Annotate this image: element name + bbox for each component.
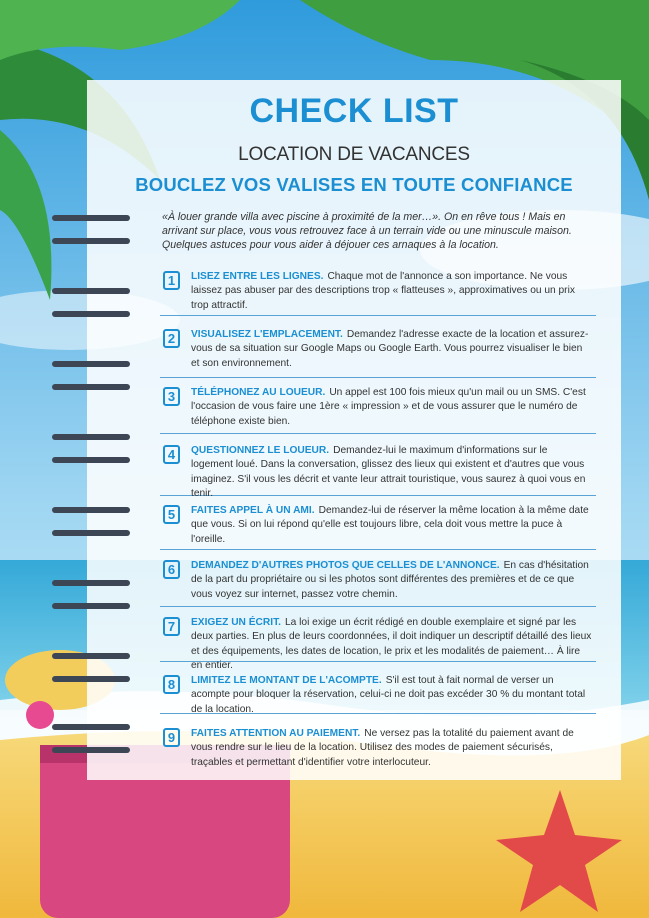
binder-ring [52,580,130,586]
item-heading: FAITES APPEL À UN AMI. [191,505,315,516]
page-subtitle: LOCATION DE VACANCES [238,144,470,165]
item-text [191,270,592,313]
item-heading: QUESTIONNEZ LE LOUEUR. [191,445,330,456]
item-heading: LISEZ ENTRE LES LIGNES. [191,271,324,282]
item-number: 6 [163,560,180,579]
item-number: 7 [163,617,180,636]
item-text [191,559,592,602]
page-tagline: BOUCLEZ VOS VALISES EN TOUTE CONFIANCE [135,174,573,195]
item-body: Demandez-lui de réserver la même location à la même date que vous. Si on lui répond qu'elle est toujours libre, cela doit vous mettre la puce à l'oreille. [191,505,589,545]
item-number: 9 [163,728,180,747]
item-number: 4 [163,445,180,464]
binder-ring [52,288,130,294]
item-text [191,674,592,717]
item-body: Demandez l'adresse exacte de la location et assurez-vous de sa situation sur Google Maps ou Google Earth. Vous pourrez visualiser le bien et son environnement. [191,329,589,369]
binder-ring [52,507,130,513]
item-heading: VISUALISEZ L'EMPLACEMENT. [191,329,343,340]
item-text [191,504,592,547]
checklist-item-7 [160,612,596,671]
item-heading: FAITES ATTENTION AU PAIEMENT. [191,728,361,739]
binder-ring [52,530,130,536]
item-body: Ne versez pas la totalité du paiement avant de vous rendre sur le lieu de la location. Utilisez des modes de paiement sécurisés, traçables et permettant d'identifier votre interlocuteur. [191,728,574,768]
item-body: En cas d'hésitation de la part du propriétaire ou si les photos sont différentes des premières et de ce que vous voyez sur internet, passez votre chemin. [191,560,589,600]
item-heading: LIMITEZ LE MONTANT DE L'ACOMPTE. [191,675,382,686]
binder-ring [52,434,130,440]
item-text [191,727,592,770]
binder-ring [52,603,130,609]
checklist-item-6 [160,555,596,607]
item-text [191,616,592,673]
binder-ring [52,747,130,753]
item-body: La loi exige un écrit rédigé en double exemplaire et signé par les deux parties. En plus de leurs coordonnées, il doit indiquer un descriptif détaillé des lieux et des équipements, les dates de location, le prix et les modalités de paiement… À lire en entier. [191,617,592,671]
item-body: Un appel est 100 fois mieux qu'un mail ou un SMS. C'est l'occasion de vous faire une 1ère « impression » et de vous assurer que le numéro de téléphone existe bien. [191,387,586,427]
item-text [191,386,592,429]
binder-ring [52,311,130,317]
checklist-item-3 [160,382,596,434]
item-text [191,444,592,501]
binder-ring [52,653,130,659]
item-number: 2 [163,329,180,348]
item-body: S'il est tout à fait normal de verser un acompte pour bloquer la réservation, celui-ci ne doit pas excéder 30 % du montant total de la location. [191,675,586,715]
checklist-item-1 [160,266,596,316]
item-heading: EXIGEZ UN ÉCRIT. [191,617,281,628]
checklist-item-4 [160,440,596,499]
page-title: CHECK LIST [249,92,459,130]
checklist-item-5 [160,500,596,550]
checklist-item-8 [160,670,596,714]
binder-ring [52,384,130,390]
binder-ring [52,215,130,221]
binder-ring [52,361,130,367]
item-body: Demandez-lui le maximum d'informations sur le logement loué. Dans la conversation, glissez des lieux qui existent et d'autres que vous imaginez. S'il vous les décrit et vante leur attrait touristique, vous saurez à quoi vous en tenir. [191,445,586,499]
checklist-item-2 [160,324,596,378]
binder-ring [52,238,130,244]
item-number: 8 [163,675,180,694]
item-number: 1 [163,271,180,290]
item-body: Chaque mot de l'annonce a son importance. Ne vous laissez pas abuser par des descriptions trop « flatteuses », approximatives ou un prix trop attractif. [191,271,575,311]
binder-ring [52,457,130,463]
item-number: 5 [163,505,180,524]
checklist-item-9 [160,723,596,773]
intro-text: «À louer grande villa avec piscine à proximité de la mer…». On en rêve tous ! Mais en arrivant sur place, vous vous retrouvez face à un terrain vide ou une minuscule maison. Quelques astuces pour vous aider à déjouer ces arnaques à la location. [162,211,572,251]
binder-ring [52,724,130,730]
item-text [191,328,592,371]
item-number: 3 [163,387,180,406]
binder-ring [52,676,130,682]
checklist-card [87,80,621,780]
item-heading: TÉLÉPHONEZ AU LOUEUR. [191,387,326,398]
item-heading: DEMANDEZ D'AUTRES PHOTOS QUE CELLES DE L'ANNONCE. [191,560,500,571]
